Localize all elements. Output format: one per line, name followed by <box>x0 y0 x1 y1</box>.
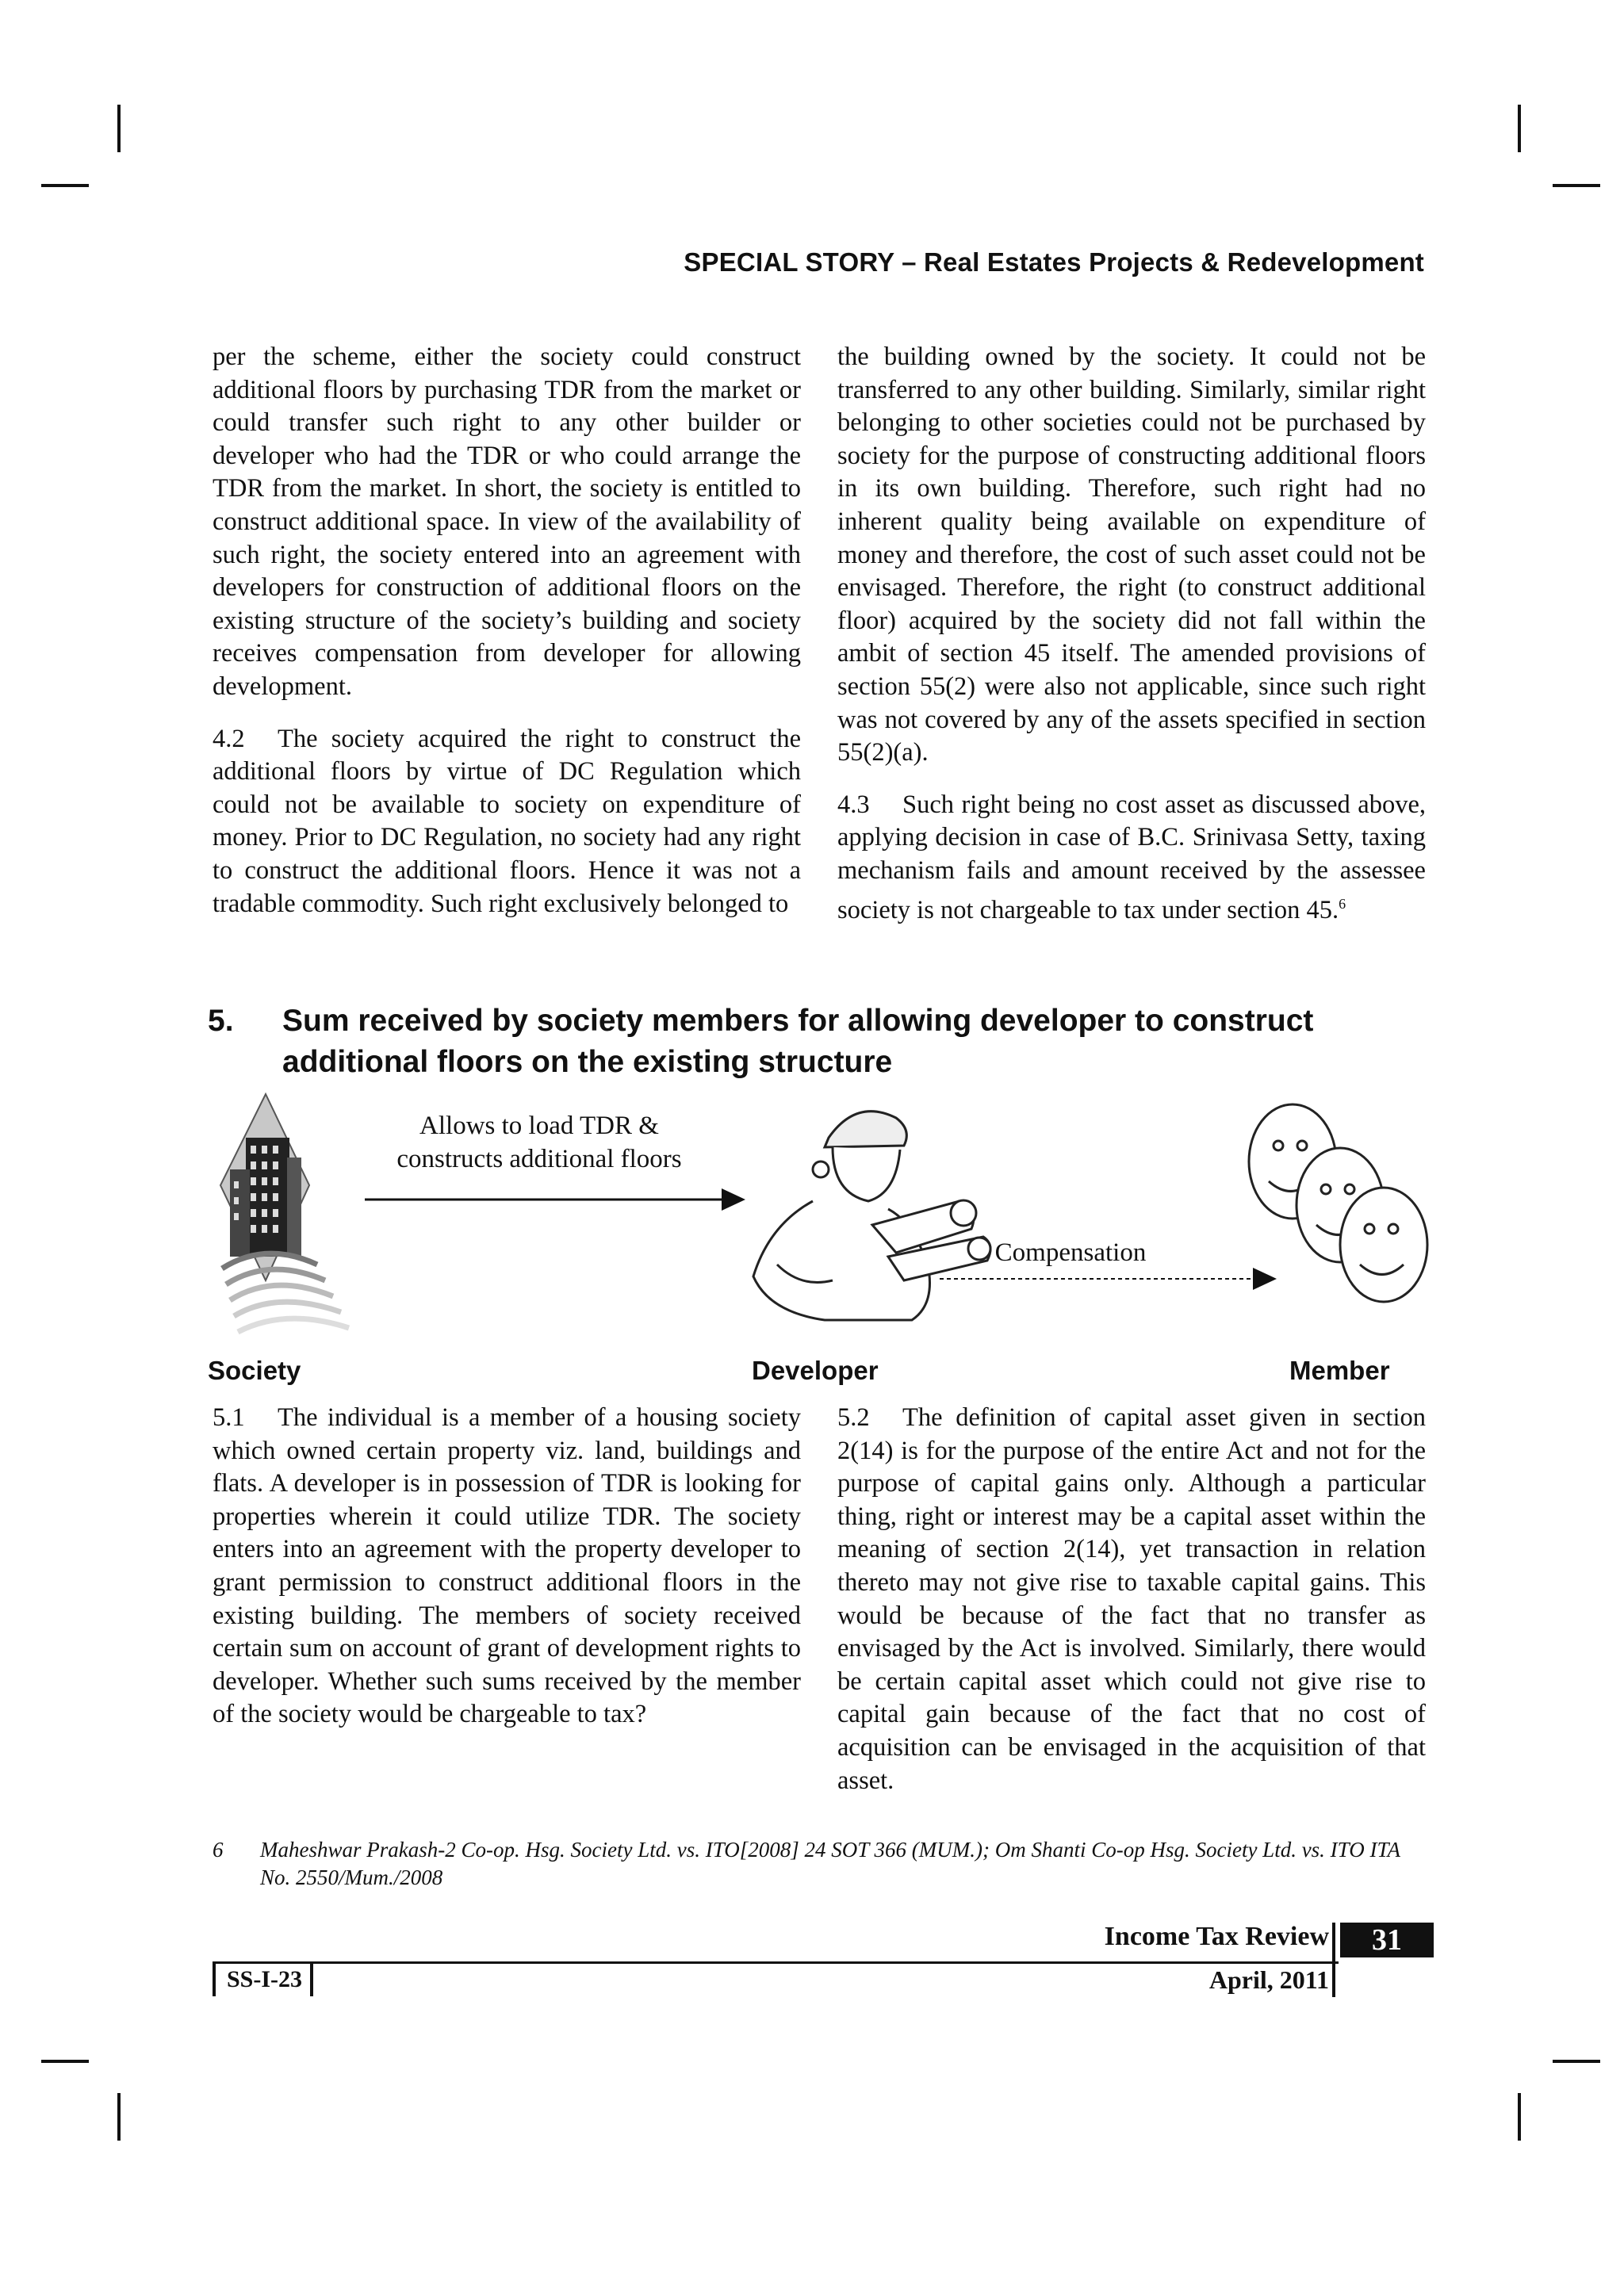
paragraph-text: The definition of capital asset given in section 2(14) is for the purpose of the entire Act and not for the purpose of capital gains only. Although a particular thing, right or interest may be a capital asset within the meaning of section 2(14), yet transaction in relation thereto may not give rise to taxable capital gains. This would be because of the fact that no transfer as envisaged by the Act is involved. Similarly, there would be certain capital asset which could not give rise to capital gain because of the fact that no cost of acquisition can be envisaged in the acquisition of that asset. <box>837 1403 1426 1795</box>
footnote-number: 6 <box>213 1838 224 1862</box>
paragraph-text: The individual is a member of a housing society which owned certain property viz. land, buildings and flats. A developer is in possession of TDR is looking for properties wherein it could utilize TDR. The society enters into an agreement with the property developer to grant permission to construct additional floors in the existing building. The members of society received certain sum on account of grant of development rights to developer. Whether such sums received by the member of the society would be chargeable to tax? <box>213 1403 801 1729</box>
paragraph-text: The society acquired the right to construct the additional floors by virtue of DC Regulation which could not be available to society on expenditure of money. Prior to DC Regulation, no society had any right to construct the additional floors. Hence it was not a tradable commodity. Such right exclusively belonged to <box>213 724 801 918</box>
left-column <box>213 341 801 939</box>
paragraph-number: 5.1 <box>213 1403 245 1432</box>
arrow2-label: Compensation <box>994 1238 1147 1267</box>
footer-rule <box>213 1961 1339 1964</box>
right-column <box>837 341 1426 946</box>
label-society: Society <box>208 1356 301 1385</box>
label-developer: Developer <box>752 1356 879 1385</box>
member-faces-icon <box>1249 1104 1427 1302</box>
section-number: 5. <box>208 1004 234 1038</box>
paragraph-number: 4.2 <box>213 724 245 753</box>
paragraph-number: 4.3 <box>837 790 870 819</box>
running-header: SPECIAL STORY – Real Estates Projects & Redevelopment <box>684 247 1424 277</box>
arrow1-label-line1: Allows to load TDR & <box>419 1112 659 1140</box>
right-column-section5 <box>837 1402 1426 1816</box>
paragraph-text: Such right being no cost asset as discussed above, applying decision in case of B.C. Srinivasa Setty, taxing mechanism fails and amount received by the assessee society is not chargeable to tax under section 45. <box>837 790 1426 924</box>
page-number: 31 <box>1340 1923 1434 1957</box>
flow-diagram <box>198 1082 1435 1356</box>
paragraph-number: 5.2 <box>837 1403 870 1432</box>
paragraph-4-2 <box>213 723 801 921</box>
section-code: SS-I-23 <box>213 1961 313 1996</box>
crop-mark <box>1553 184 1600 187</box>
crop-mark <box>41 184 89 187</box>
arrow-developer-to-member <box>940 1268 1277 1290</box>
journal-name: Income Tax Review <box>1104 1922 1329 1951</box>
crop-mark <box>117 2093 121 2141</box>
footer-divider <box>1332 1923 1335 1997</box>
section-heading <box>208 1001 1429 1083</box>
paragraph-4-3 <box>837 789 1426 927</box>
building-icon <box>220 1094 349 1332</box>
crop-mark <box>41 2060 89 2063</box>
footnote-text: Maheshwar Prakash-2 Co-op. Hsg. Society Ltd. vs. ITO[2008] 24 SOT 366 (MUM.); Om Shanti Co-op Hsg. Society Ltd. vs. ITO ITA No. 2550/Mum./2008 <box>260 1838 1400 1889</box>
issue-date: April, 2011 <box>1208 1965 1329 1994</box>
footnote <box>213 1836 1434 1892</box>
paragraph-5-2 <box>837 1402 1426 1797</box>
section-title: Sum received by society members for allowing developer to construct additional floors on the existing structure <box>282 1004 1314 1079</box>
crop-mark <box>1518 105 1521 152</box>
arrow-society-to-developer <box>365 1188 745 1211</box>
developer-icon <box>753 1112 990 1320</box>
crop-mark <box>117 105 121 152</box>
label-member: Member <box>1289 1356 1390 1385</box>
paragraph: the building owned by the society. It could not be transferred to any other building. Similarly, similar right belonging to other societies could not be purchased by society for the purpose of constructing additional floors in its own building. Therefore, such right had no inherent quality being available on expenditure of money and therefore, the cost of such asset could not be envisaged. Therefore, the right (to construct additional floor) acquired by the society did not fall within the ambit of section 45 itself. The amended provisions of section 55(2) were also not applicable, since such right was not covered by any of the assets specified in section 55(2)(a). <box>837 342 1426 767</box>
crop-mark <box>1553 2060 1600 2063</box>
crop-mark <box>1518 2093 1521 2141</box>
arrow1-label-line2: constructs additional floors <box>396 1145 682 1173</box>
paragraph: per the scheme, either the society could construct additional floors by purchasing TDR from the market or could transfer such right to any other builder or developer who had the TDR or who could arrange the TDR from the market. In short, the society is entitled to construct additional space. In view of the availability of such right, the society entered into an agreement with developers for construction of additional floors on the existing structure of the society’s building and society receives compensation from developer for allowing development. <box>213 342 801 701</box>
paragraph-5-1 <box>213 1402 801 1732</box>
footnote-ref: 6 <box>1339 895 1346 912</box>
left-column-section5 <box>213 1402 801 1751</box>
